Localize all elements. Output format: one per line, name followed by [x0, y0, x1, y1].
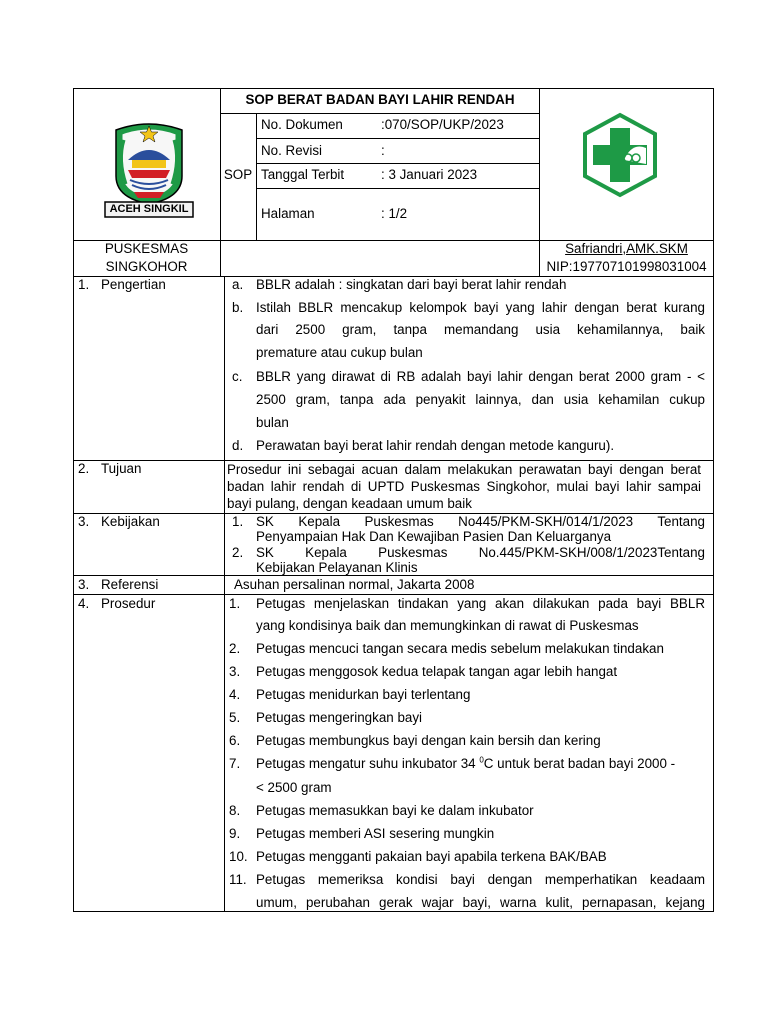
no-revisi-value: : [381, 143, 385, 158]
paragraph-line: Prosedur ini sebagai acuan dalam melakukan perawatan bayi dengan berat [227, 462, 701, 477]
list-item-text: yang kondisinya baik dan memungkinkan di rawat di Puskesmas [256, 618, 639, 633]
list-item-text: Petugas mencuci tangan secara medis sebelum melakukan tindakan [256, 641, 664, 656]
list-marker: 6. [229, 733, 241, 748]
aceh-singkil-text: ACEH SINGKIL [109, 203, 189, 215]
aceh-singkil-logo [104, 118, 194, 220]
list-item-text [256, 756, 675, 771]
section-number: 1. [78, 277, 90, 292]
list-marker: c. [232, 369, 243, 384]
list-marker: 1. [229, 596, 241, 611]
list-item-text: umum, perubahan gerak wajar bayi, warna kulit, pernapasan, kejang [256, 895, 705, 910]
list-item-text: Istilah BBLR mencakup kelompok bayi yang lahir dengan berat kurang [256, 300, 705, 315]
paragraph-line: bayi pulang, dengan keadaan umum baik [227, 496, 472, 511]
list-item-text: Petugas menggosok kedua telapak tangan agar lebih hangat [256, 664, 618, 679]
list-marker: 2. [232, 545, 244, 560]
no-revisi-label: No. Revisi [261, 143, 323, 158]
item-text-part: C untuk berat badan bayi 2000 - [483, 756, 676, 771]
list-marker: 9. [229, 826, 241, 841]
signer-name: Safriandri,AMK.SKM [565, 241, 688, 256]
sop-label: SOP [223, 167, 253, 182]
halaman-label: Halaman [261, 206, 315, 221]
list-item-text: Petugas mengganti pakaian bayi apabila terkena BAK/BAB [256, 849, 607, 864]
document-title: SOP BERAT BADAN BAYI LAHIR RENDAH [245, 92, 515, 107]
list-marker: 5. [229, 710, 241, 725]
list-item-text: BBLR adalah : singkatan dari bayi berat lahir rendah [256, 277, 567, 292]
list-marker: 4. [229, 687, 241, 702]
list-item-text: dari 2500 gram, tanpa memandang usia kehamilannya, baik [256, 322, 705, 337]
list-item-text: Petugas memeriksa kondisi bayi dengan memperhatikan keadaam [256, 872, 705, 887]
paragraph-line: badan lahir rendah di UPTD Puskesmas Singkohor, mulai bayi lahir sampai [227, 479, 701, 494]
no-dokumen-label: No. Dokumen [261, 117, 343, 132]
reference-text: Asuhan persalinan normal, Jakarta 2008 [234, 577, 475, 592]
list-item-text: Petugas menidurkan bayi terlentang [256, 687, 471, 702]
org-name-line1: PUSKESMAS [104, 241, 189, 256]
puskesmas-logo [580, 112, 660, 198]
section-number: 3. [78, 577, 90, 592]
list-item-text: Kebijakan Pelayanan Klinis [256, 560, 418, 575]
section-title: Tujuan [101, 461, 142, 476]
list-marker: a. [232, 277, 244, 292]
list-marker: 2. [229, 641, 241, 656]
list-marker: 10. [229, 849, 248, 864]
list-marker: d. [232, 438, 244, 453]
list-item-text: 2500 gram, tanpa ada penyakit lainnya, dan usia kehamilan cukup [256, 392, 705, 407]
degree-superscript: 0 [479, 755, 484, 765]
item-text-part: Petugas mengatur suhu inkubator 34 [256, 756, 480, 771]
list-item-text: Petugas membungkus bayi dengan kain bersih dan kering [256, 733, 601, 748]
list-item-text: SK Kepala Puskesmas No445/PKM-SKH/014/1/2023 Tentang [256, 514, 705, 529]
list-item-text: Perawatan bayi berat lahir rendah dengan metode kanguru). [256, 438, 615, 453]
list-item-text: Petugas menjelaskan tindakan yang akan dilakukan pada bayi BBLR [256, 596, 705, 611]
list-item-text: SK Kepala Puskesmas No.445/PKM-SKH/008/1/2023Tentang [256, 545, 705, 560]
tanggal-terbit-label: Tanggal Terbit [261, 167, 345, 182]
list-marker: 8. [229, 803, 241, 818]
list-item-text: premature atau cukup bulan [256, 345, 423, 360]
list-marker: 7. [229, 756, 241, 771]
signer-nip: NIP:197707101998031004 [546, 259, 707, 274]
halaman-value: : 1/2 [381, 206, 408, 221]
list-item-text: < 2500 gram [256, 780, 332, 795]
section-number: 2. [78, 461, 90, 476]
section-title: Prosedur [101, 596, 156, 611]
list-item-text: Penyampaian Hak Dan Kewajiban Pasien Dan Keluarganya [256, 529, 612, 544]
section-title: Kebijakan [101, 514, 160, 529]
list-marker: 3. [229, 664, 241, 679]
list-marker: 11. [229, 872, 247, 887]
tanggal-terbit-value: : 3 Januari 2023 [381, 167, 478, 182]
list-item-text: Petugas memasukkan bayi ke dalam inkubator [256, 803, 534, 818]
no-dokumen-value: :070/SOP/UKP/2023 [381, 117, 504, 132]
list-item-text: Petugas memberi ASI sesering mungkin [256, 826, 495, 841]
list-item-text: Petugas mengeringkan bayi [256, 710, 423, 725]
list-marker: 1. [232, 514, 244, 529]
health-cross-icon [580, 112, 660, 198]
section-title: Pengertian [101, 277, 166, 292]
section-number: 4. [78, 596, 90, 611]
list-marker: b. [232, 300, 244, 315]
list-item-text: bulan [256, 415, 289, 430]
section-title: Referensi [101, 577, 159, 592]
list-item-text: BBLR yang dirawat di RB adalah bayi lahir dengan berat 2000 gram - < [256, 369, 705, 384]
org-name-line2: SINGKOHOR [105, 259, 188, 274]
section-number: 3. [78, 514, 90, 529]
